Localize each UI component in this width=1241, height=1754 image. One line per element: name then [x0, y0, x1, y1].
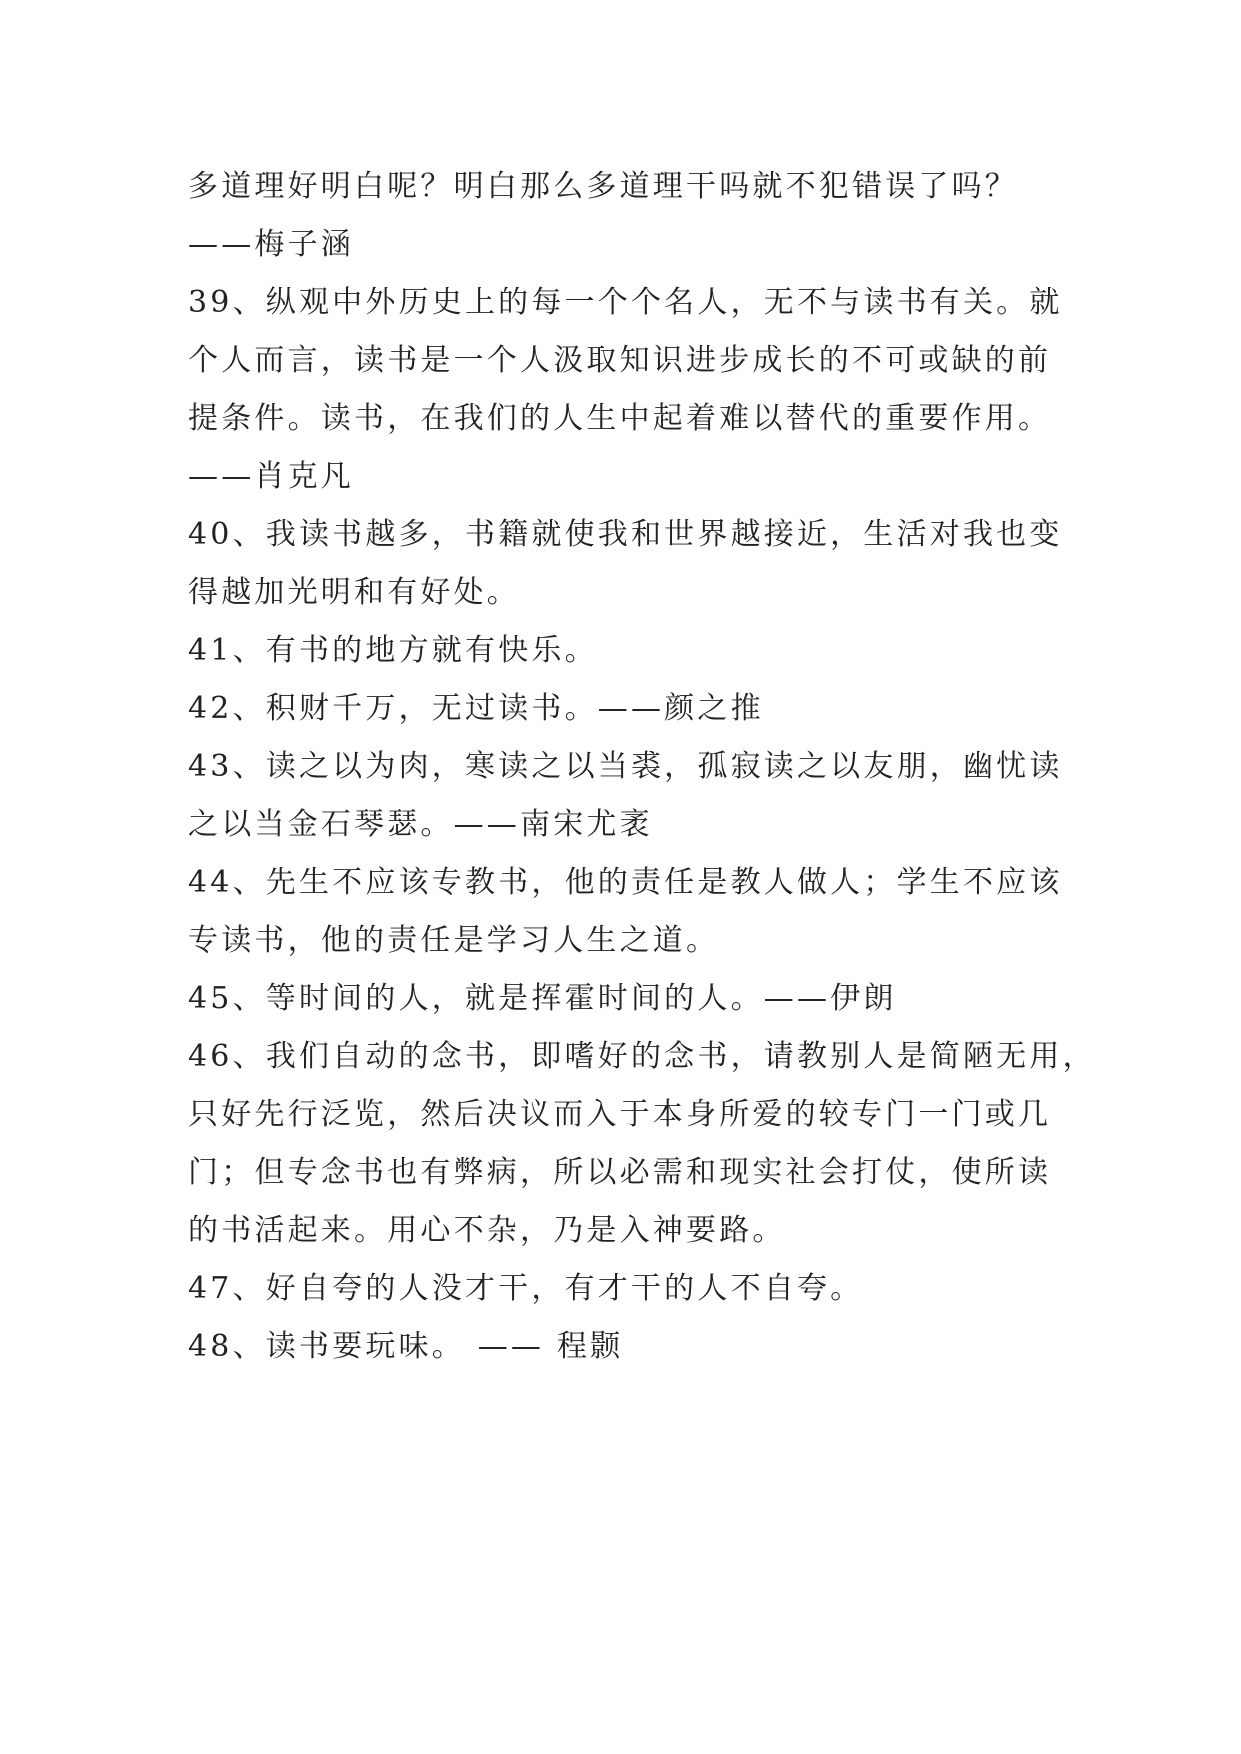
text-line: 的书活起来。用心不杂，乃是入神要路。: [188, 1213, 786, 1248]
text-line: 44、先生不应该专教书，他的责任是教人做人；学生不应该: [188, 865, 1063, 900]
text-line: 47、好自夸的人没才干，有才干的人不自夸。: [188, 1271, 864, 1306]
quote-text-block: [188, 158, 1096, 1376]
text-line: 得越加光明和有好处。: [188, 575, 520, 610]
text-line: ——肖克凡: [188, 459, 354, 494]
text-line: ——梅子涵: [188, 227, 354, 262]
text-line: 40、我读书越多，书籍就使我和世界越接近，生活对我也变: [188, 517, 1063, 552]
text-line: 41、有书的地方就有快乐。: [188, 633, 598, 668]
text-line: 43、读之以为肉，寒读之以当裘，孤寂读之以友朋，幽忧读: [188, 749, 1063, 784]
text-line: 个人而言，读书是一个人汲取知识进步成长的不可或缺的前: [188, 343, 1052, 378]
text-line: 42、积财千万，无过读书。——颜之推: [188, 691, 764, 726]
text-line: 门；但专念书也有弊病，所以必需和现实社会打仗，使所读: [188, 1155, 1052, 1190]
text-line: 只好先行泛览，然后决议而入于本身所爱的较专门一门或几: [188, 1097, 1052, 1132]
text-line: 专读书，他的责任是学习人生之道。: [188, 923, 720, 958]
text-line: 提条件。读书，在我们的人生中起着难以替代的重要作用。: [188, 401, 1052, 436]
text-line: 48、读书要玩味。 —— 程颢: [188, 1329, 624, 1364]
text-line: 多道理好明白呢？明白那么多道理干吗就不犯错误了吗？: [188, 169, 1018, 204]
text-line: 39、纵观中外历史上的每一个个名人，无不与读书有关。就: [188, 285, 1063, 320]
text-line: 之以当金石琴瑟。——南宋尤袤: [188, 807, 653, 842]
text-line: 46、我们自动的念书，即嗜好的念书，请教别人是简陋无用，: [188, 1039, 1096, 1074]
text-line: 45、等时间的人，就是挥霍时间的人。——伊朗: [188, 981, 897, 1016]
